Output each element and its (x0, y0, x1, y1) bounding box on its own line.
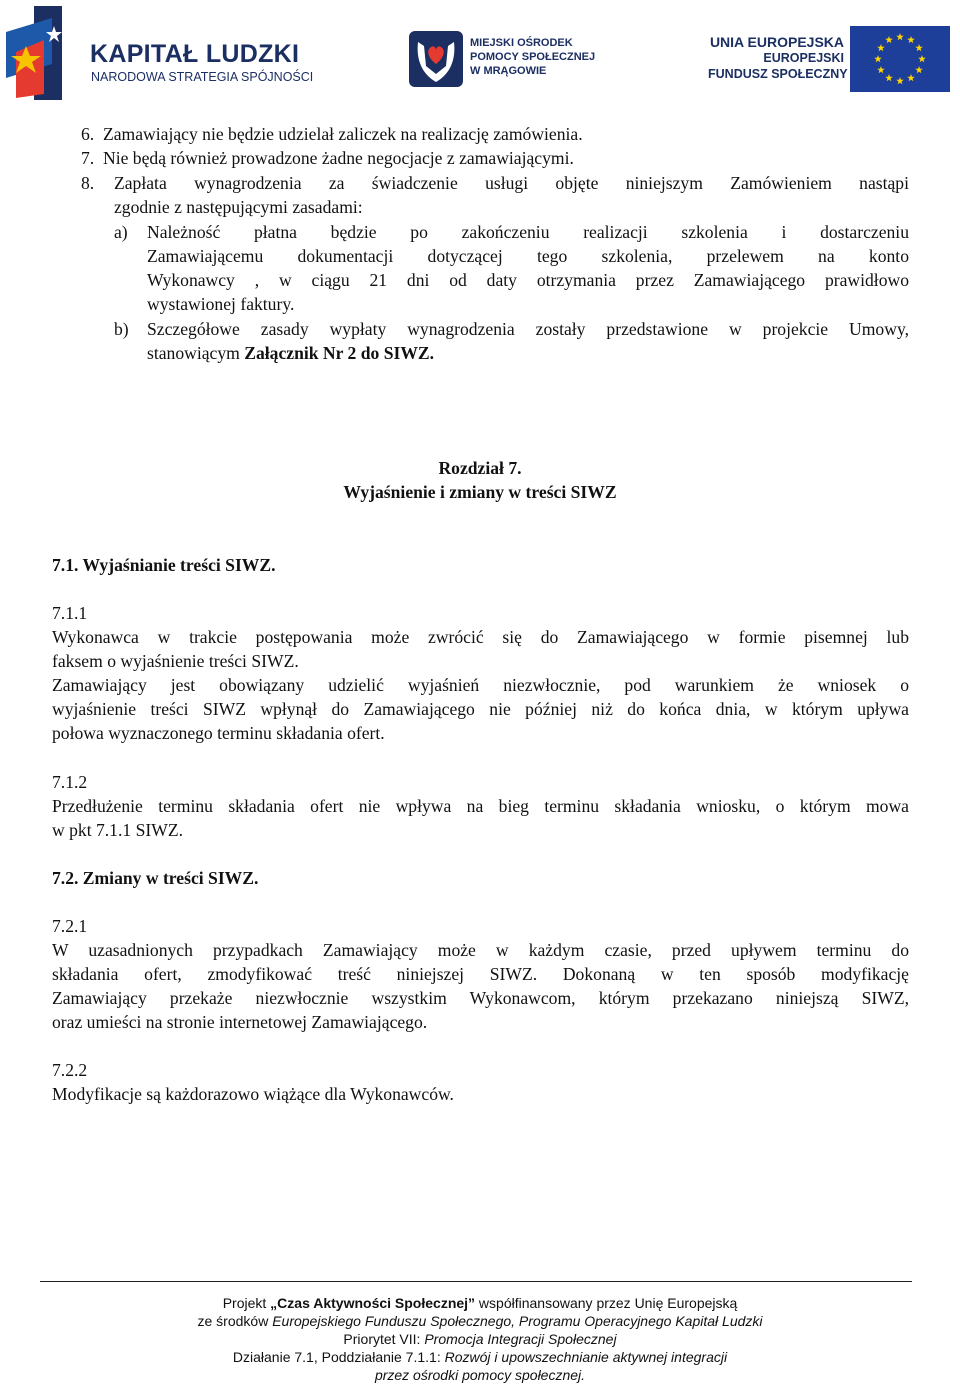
list-text: Zamawiający nie będzie udzielał zaliczek na realizację zamówienia. (103, 124, 583, 144)
eu-line-1: UNIA EUROPEJSKA (709, 34, 844, 50)
list-item-6 (81, 122, 583, 146)
sub-item-b-line-2 (147, 341, 434, 365)
footer-line-4 (0, 1348, 960, 1366)
paragraph-line: faksem o wyjaśnienie treści SIWZ. (52, 651, 299, 671)
list-item-8-number: 8. (81, 173, 95, 193)
eu-flag-icon (850, 26, 950, 92)
mops-hands-heart-icon (408, 30, 464, 88)
paragraph-number: 7.2.1 (52, 916, 88, 936)
paragraph-line: w pkt 7.1.1 SIWZ. (52, 820, 183, 840)
footer-text: Priorytet VII: (343, 1331, 425, 1347)
sub-item-a-line-3: Wykonawcy , w ciągu 21 dni od daty otrzymania przez Zamawiającego prawidłowo (147, 270, 909, 290)
sub-item-a-line-4: wystawionej faktury. (147, 294, 295, 314)
footer-line-3 (0, 1330, 960, 1348)
eu-line-2: EUROPEJSKI (763, 51, 844, 65)
mops-line-1: MIEJSKI OŚRODEK (470, 37, 573, 49)
list-number: 7. (81, 148, 95, 168)
section-7-2-heading: 7.2. Zmiany w treści SIWZ. (52, 868, 259, 888)
mops-logo (408, 30, 596, 90)
section-7-1-heading: 7.1. Wyjaśnianie treści SIWZ. (52, 555, 276, 575)
sub-item-b-attachment: Załącznik Nr 2 do SIWZ. (244, 343, 435, 363)
paragraph-line: wyjaśnienie treści SIWZ wpłynął do Zamawiającego nie później niż do końca dnia, w którym upływa (52, 699, 909, 719)
kapital-ludzki-logo (4, 4, 314, 102)
list-text: Nie będą również prowadzone żadne negocjacje z zamawiającymi. (103, 148, 574, 168)
kapital-ludzki-title: KAPITAŁ LUDZKI (90, 40, 300, 68)
footer-divider (40, 1281, 912, 1282)
paragraph-line: Modyfikacje są każdorazowo wiążące dla Wykonawców. (52, 1084, 454, 1104)
page-footer (0, 1294, 960, 1384)
paragraph-number: 7.1.2 (52, 772, 88, 792)
footer-text: Działanie 7.1, Poddziałanie 7.1.1: (232, 1349, 445, 1365)
footer-project-name: „Czas Aktywności Społecznej” (270, 1295, 476, 1311)
list-item-8-line-1: Zapłata wynagrodzenia za świadczenie usługi objęte niniejszym Zamówieniem nastąpi (114, 173, 909, 193)
footer-priority: Promocja Integracji Społecznej (424, 1331, 617, 1347)
chapter-title: Rozdział 7. (438, 458, 522, 478)
footer-text: Projekt (222, 1295, 271, 1311)
eu-logo (708, 22, 954, 94)
sub-item-a-label: a) (114, 222, 128, 242)
list-item-8-line-2: zgodnie z następującymi zasadami: (114, 197, 363, 217)
footer-text: ze środków (197, 1313, 273, 1329)
page-header (0, 0, 960, 108)
kapital-ludzki-emblem-icon (4, 4, 84, 102)
chapter-subtitle: Wyjaśnienie i zmiany w treści SIWZ (343, 482, 617, 502)
footer-line-1 (0, 1294, 960, 1312)
sub-item-a-line-2: Zamawiającemu dokumentacji dotyczącej tego szkolenia, przelewem na konto (147, 246, 909, 266)
sub-item-b-line-1: Szczegółowe zasady wypłaty wynagrodzenia zostały przedstawione w projekcie Umowy, (147, 319, 909, 339)
mops-name (470, 36, 595, 78)
eu-name (708, 34, 848, 82)
eu-line-3: FUNDUSZ SPOŁECZNY (708, 67, 848, 81)
list-number: 6. (81, 124, 95, 144)
paragraph-line: składania ofert, zmodyfikować treść niniejszej SIWZ. Dokonaną w ten sposób modyfikację (52, 964, 909, 984)
paragraph-line: W uzasadnionych przypadkach Zamawiający może w każdym czasie, przed upływem terminu do (52, 940, 909, 960)
footer-line-2 (0, 1312, 960, 1330)
paragraph-line: Wykonawca w trakcie postępowania może zwrócić się do Zamawiającego w formie pisemnej lub (52, 627, 909, 647)
paragraph-number: 7.2.2 (52, 1060, 88, 1080)
kapital-ludzki-subtitle: NARODOWA STRATEGIA SPÓJNOŚCI (91, 70, 314, 84)
footer-line-5: przez ośrodki pomocy społecznej. (374, 1367, 586, 1383)
sub-item-b-label: b) (114, 319, 129, 339)
paragraph-line: Zamawiający jest obowiązany udzielić wyjaśnień niezwłocznie, pod warunkiem że wniosek o (52, 675, 909, 695)
footer-measure: Rozwój i upowszechnianie aktywnej integracji (444, 1349, 728, 1365)
sub-item-a-line-1: Należność płatna będzie po zakończeniu realizacji szkolenia i dostarczeniu (147, 222, 909, 242)
paragraph-line: oraz umieści na stronie internetowej Zamawiającego. (52, 1012, 428, 1032)
sub-item-b-prefix: stanowiącym (147, 343, 245, 363)
paragraph-line: Zamawiający przekaże niezwłocznie wszystkim Wykonawcom, którym przekazano niniejszą SIWZ, (52, 988, 909, 1008)
paragraph-number: 7.1.1 (52, 603, 88, 623)
paragraph-line: Przedłużenie terminu składania ofert nie wpływa na bieg terminu składania wniosku, o którym mowa (52, 796, 909, 816)
list-item-7 (81, 146, 574, 170)
paragraph-line: połowa wyznaczonego terminu składania ofert. (52, 723, 385, 743)
footer-program: Europejskiego Funduszu Społecznego, Programu Operacyjnego Kapitał Ludzki (272, 1313, 763, 1329)
mops-line-2: POMOCY SPOŁECZNEJ (470, 51, 596, 63)
footer-text: współfinansowany przez Unię Europejską (475, 1295, 738, 1311)
mops-line-3: W MRĄGOWIE (470, 65, 547, 77)
